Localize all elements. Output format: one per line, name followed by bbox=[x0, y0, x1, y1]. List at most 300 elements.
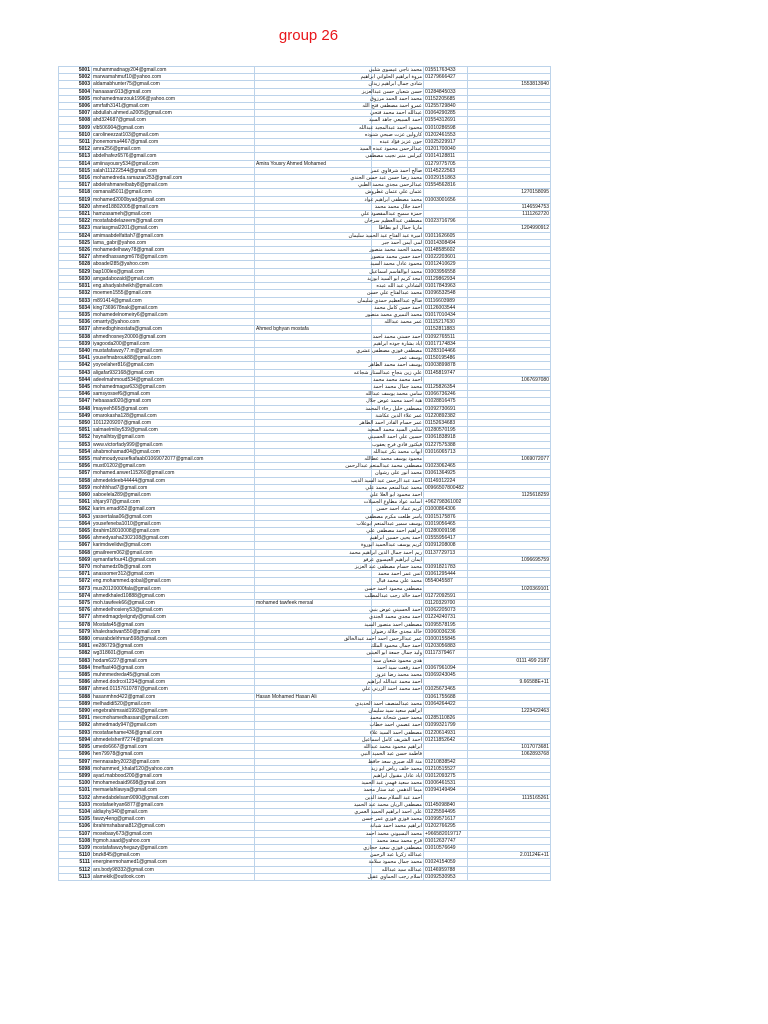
cell-email: bap100lex@gmail.com bbox=[92, 268, 255, 275]
cell-arabic-name: جون عزيز فؤاد عبده bbox=[372, 139, 424, 146]
cell-email: khaledradwan550@gmail.com bbox=[92, 628, 255, 635]
cell-email: ahmedhosney20000@gmail.com bbox=[92, 333, 255, 340]
cell-arabic-name: لمى أيمن أحمد جبر bbox=[372, 239, 424, 246]
cell-name bbox=[255, 211, 372, 218]
table-row bbox=[59, 441, 551, 448]
cell-email: carolineezzat103@gmail.com bbox=[92, 131, 255, 138]
cell-email: marwamahmuf10@yahoo.com bbox=[92, 74, 255, 81]
cell-email: aldiayhy340@gmail.com bbox=[92, 808, 255, 815]
cell-arabic-name: احمد حسن محمد منصور bbox=[370, 254, 422, 261]
cell-arabic-name: فيكتور فادي فرج يعقوب bbox=[372, 441, 422, 448]
cell-phone: 01255729840 bbox=[424, 103, 468, 110]
cell-alt-phone bbox=[468, 866, 551, 873]
cell-phone: 01555956417 bbox=[424, 535, 468, 542]
table-row bbox=[59, 765, 551, 772]
cell-phone: 01092730691 bbox=[424, 405, 468, 412]
cell-id: 5071 bbox=[59, 571, 92, 578]
cell-name bbox=[255, 182, 372, 189]
cell-phone: 01152811883 bbox=[424, 326, 468, 333]
table-row bbox=[59, 448, 551, 455]
table-row bbox=[59, 549, 551, 556]
cell-name bbox=[255, 419, 372, 426]
cell-alt-phone bbox=[468, 74, 551, 81]
cell-id: 5074 bbox=[59, 592, 92, 599]
table-row bbox=[59, 391, 551, 398]
cell-arabic-name: مصطفى عبدالعظيم سرحان bbox=[364, 218, 422, 225]
cell-name bbox=[255, 448, 372, 455]
cell-id: 5110 bbox=[59, 852, 92, 859]
cell-phone: 01115217630 bbox=[424, 319, 468, 326]
cell-email: amiinayousry534@gmail.com bbox=[92, 160, 255, 167]
cell-arabic-name: وليد جمال جمعة ابو العينين bbox=[366, 650, 422, 657]
cell-name bbox=[255, 852, 372, 859]
cell-name bbox=[255, 218, 372, 225]
cell-name bbox=[255, 283, 372, 290]
cell-phone bbox=[424, 203, 468, 210]
cell-email: aboadel285@yahoo.com bbox=[92, 261, 255, 268]
cell-phone bbox=[424, 679, 468, 686]
cell-email: ahmedelhosieny53@gmail.com bbox=[92, 607, 255, 614]
cell-arabic-name: احمد حسن كامل محمد bbox=[372, 304, 424, 311]
cell-name bbox=[255, 499, 372, 506]
cell-arabic-name: انس عمر احمد محمد bbox=[372, 571, 424, 578]
cell-name bbox=[255, 873, 372, 880]
cell-email: hasanmhnd422@gmail.com bbox=[92, 693, 255, 700]
cell-email: mahmoudyousefkafaab01069072077@gmail.com bbox=[92, 455, 255, 462]
cell-email: mohamedreda.ramazan253@gmail.com bbox=[92, 175, 255, 182]
cell-name bbox=[255, 196, 372, 203]
cell-phone: 01149312224 bbox=[424, 477, 468, 484]
cell-arabic-name: مصطفى محمود احمد حسن bbox=[364, 585, 422, 592]
table-row bbox=[59, 578, 551, 585]
table-row bbox=[59, 477, 551, 484]
cell-alt-phone bbox=[468, 614, 551, 621]
cell-id: 5083 bbox=[59, 657, 92, 664]
table-row bbox=[59, 866, 551, 873]
cell-arabic-name: احمد محمد محمد محمد bbox=[372, 376, 422, 383]
cell-id: 5061 bbox=[59, 499, 92, 506]
cell-arabic-name: ايمان ابراهيم العيسوي عرفو bbox=[363, 556, 422, 563]
cell-email: ahmedeldeeb44444@gmail.com bbox=[92, 477, 255, 484]
table-row bbox=[59, 355, 551, 362]
cell-id: 5004 bbox=[59, 88, 92, 95]
cell-arabic-name: احمد عبد السلام سعد الدين bbox=[365, 794, 422, 801]
cell-name bbox=[255, 383, 372, 390]
cell-name bbox=[255, 657, 372, 664]
cell-phone: 01150195486 bbox=[424, 355, 468, 362]
cell-email: bnzk845@gmail.com bbox=[92, 852, 255, 859]
cell-id: 5019 bbox=[59, 196, 92, 203]
cell-email: ahmedmagdyelgndy@gmail.com bbox=[92, 614, 255, 621]
cell-alt-phone bbox=[468, 448, 551, 455]
cell-email: moemen1555@gmail.com bbox=[92, 290, 255, 297]
cell-arabic-name: شادى جمال ابراهيم زيدان bbox=[368, 81, 422, 88]
cell-arabic-name: فاطمة حسن عبد الحميد النبي bbox=[360, 751, 422, 758]
table-row bbox=[59, 643, 551, 650]
cell-name bbox=[255, 412, 372, 419]
cell-arabic-name: محمد النميري محمد منصور bbox=[365, 311, 422, 318]
cell-email: jhonemoma4467@gmail.com bbox=[92, 139, 255, 146]
table-row bbox=[59, 211, 551, 218]
cell-arabic-name: محمود يوسف محمد عطالله bbox=[364, 455, 422, 462]
table-row bbox=[59, 491, 551, 498]
cell-id: 5035 bbox=[59, 311, 92, 318]
cell-id: 5021 bbox=[59, 211, 92, 218]
cell-alt-phone bbox=[468, 823, 551, 830]
cell-id: 5038 bbox=[59, 333, 92, 340]
cell-id: 5087 bbox=[59, 686, 92, 693]
cell-id: 5092 bbox=[59, 722, 92, 729]
cell-alt-phone: 1115165261 bbox=[468, 794, 551, 801]
table-row bbox=[59, 585, 551, 592]
cell-phone: 01017174834 bbox=[424, 340, 468, 347]
cell-arabic-name: ايهاب محمد بكر عبدالله bbox=[373, 448, 422, 455]
cell-alt-phone: 1223422463 bbox=[468, 708, 551, 715]
cell-alt-phone bbox=[468, 254, 551, 261]
cell-email: ahmedabdelsam9090@gmail.com bbox=[92, 794, 255, 801]
cell-arabic-name: حمزة سميح عبدالمقصود علي bbox=[360, 211, 422, 218]
cell-alt-phone: 1067697080 bbox=[468, 376, 551, 383]
cell-email: ibrahimshabana812@gmail.com bbox=[92, 823, 255, 830]
cell-name bbox=[255, 787, 372, 794]
cell-arabic-name: علي زين بنجاح عبدالستار شجاعه bbox=[353, 369, 422, 376]
cell-arabic-name: صالح احمد شرقاوي عمر bbox=[370, 167, 422, 174]
cell-name bbox=[255, 628, 372, 635]
cell-name bbox=[255, 506, 372, 513]
cell-email: amimaabdelfattah7@gmail.com bbox=[92, 232, 255, 239]
cell-alt-phone: 1111262720 bbox=[468, 211, 551, 218]
cell-arabic-name: احمد السبيعي جاهد السيد bbox=[368, 117, 422, 124]
cell-alt-phone bbox=[468, 239, 551, 246]
cell-name bbox=[255, 585, 372, 592]
cell-email: mennasabry2023@gmail.com bbox=[92, 758, 255, 765]
cell-id: 5050 bbox=[59, 419, 92, 426]
cell-arabic-name: احمد جلال محمد محمد bbox=[372, 203, 424, 210]
cell-email: ibrahim18010008@gmail.com bbox=[92, 528, 255, 535]
cell-arabic-name: احمد الشريف كامل اسماعيل bbox=[361, 736, 422, 743]
cell-alt-phone bbox=[468, 139, 551, 146]
cell-email: amgadabozaid@gmail.com bbox=[92, 275, 255, 282]
cell-alt-phone bbox=[468, 535, 551, 542]
table-row bbox=[59, 67, 551, 74]
cell-phone bbox=[424, 455, 468, 462]
cell-alt-phone bbox=[468, 499, 551, 506]
cell-id: 5027 bbox=[59, 254, 92, 261]
cell-name bbox=[255, 816, 372, 823]
cell-arabic-name: خالد مجدي جلالة رضوان bbox=[371, 628, 422, 635]
cell-arabic-name: حسن شعبان حسن عبدالعزيز bbox=[361, 88, 422, 95]
cell-arabic-name: احمد محمد احمد الزرني علي bbox=[361, 686, 422, 693]
cell-phone: 01148585602 bbox=[424, 247, 468, 254]
table-row bbox=[59, 679, 551, 686]
cell-phone: 01099571617 bbox=[424, 816, 468, 823]
cell-phone: 01095578195 bbox=[424, 621, 468, 628]
cell-id: 5098 bbox=[59, 765, 92, 772]
cell-arabic-name: اسامه عواد مطاوع الجميلات bbox=[363, 499, 422, 506]
cell-name bbox=[255, 290, 372, 297]
cell-alt-phone bbox=[468, 355, 551, 362]
cell-phone: 01125826354 bbox=[424, 383, 468, 390]
cell-alt-phone: 1146594753 bbox=[468, 203, 551, 210]
table-row bbox=[59, 592, 551, 599]
cell-alt-phone: 1020369101 bbox=[468, 585, 551, 592]
cell-alt-phone bbox=[468, 268, 551, 275]
cell-id: 5031 bbox=[59, 283, 92, 290]
cell-phone: 01064264422 bbox=[424, 700, 468, 707]
cell-alt-phone bbox=[468, 441, 551, 448]
cell-alt-phone bbox=[468, 160, 551, 167]
cell-name bbox=[255, 722, 372, 729]
table-row bbox=[59, 167, 551, 174]
cell-email: mostafabdelazeem@gmail.com bbox=[92, 218, 255, 225]
cell-alt-phone bbox=[468, 571, 551, 578]
table-row bbox=[59, 830, 551, 837]
cell-alt-phone bbox=[468, 383, 551, 390]
table-row bbox=[59, 369, 551, 376]
cell-arabic-name: محمد حسام مصطفى عبد العزيز bbox=[354, 564, 422, 571]
cell-email: ahmed.dodrcoi1234@gmail.com bbox=[92, 679, 255, 686]
cell-phone: 01201700040 bbox=[424, 146, 468, 153]
cell-id: 5030 bbox=[59, 275, 92, 282]
cell-name bbox=[255, 67, 372, 74]
cell-alt-phone bbox=[468, 700, 551, 707]
table-row bbox=[59, 528, 551, 535]
cell-id: 5024 bbox=[59, 232, 92, 239]
cell-alt-phone bbox=[468, 419, 551, 426]
table-row bbox=[59, 463, 551, 470]
cell-email: www.victorfady999@gmail.com bbox=[92, 441, 255, 448]
cell-id: 5028 bbox=[59, 261, 92, 268]
cell-name bbox=[255, 74, 372, 81]
cell-id: 5060 bbox=[59, 491, 92, 498]
cell-id: 5077 bbox=[59, 614, 92, 621]
cell-id: 5054 bbox=[59, 448, 92, 455]
cell-id: 5037 bbox=[59, 326, 92, 333]
cell-name bbox=[255, 311, 372, 318]
cell-id: 5090 bbox=[59, 708, 92, 715]
cell-phone: 01006461531 bbox=[424, 780, 468, 787]
cell-alt-phone: 1204990912 bbox=[468, 225, 551, 232]
cell-name bbox=[255, 319, 372, 326]
cell-alt-phone bbox=[468, 95, 551, 102]
cell-id: 5017 bbox=[59, 182, 92, 189]
cell-arabic-name: محمد رضا حسن عبد حسن الجندي bbox=[350, 175, 422, 182]
cell-id: 5001 bbox=[59, 67, 92, 74]
cell-alt-phone bbox=[468, 772, 551, 779]
table-row bbox=[59, 780, 551, 787]
cell-phone: +966582019717 bbox=[424, 830, 468, 837]
cell-arabic-name: عمر محمد عبدالله bbox=[372, 319, 424, 326]
table-row bbox=[59, 693, 551, 700]
cell-id: 5102 bbox=[59, 794, 92, 801]
cell-arabic-name: احمد محمد عبدالله ابراهيم bbox=[367, 679, 422, 686]
table-row bbox=[59, 434, 551, 441]
cell-alt-phone bbox=[468, 787, 551, 794]
cell-phone: 01022203601 bbox=[424, 254, 468, 261]
cell-name bbox=[255, 333, 372, 340]
cell-name: Hasan Mohamed Hasan Ali bbox=[255, 693, 372, 700]
table-row bbox=[59, 117, 551, 124]
cell-phone: 01011626605 bbox=[424, 232, 468, 239]
cell-name bbox=[255, 131, 372, 138]
cell-alt-phone bbox=[468, 693, 551, 700]
cell-email: samsyossef6@gmail.com bbox=[92, 391, 255, 398]
cell-id: 5089 bbox=[59, 700, 92, 707]
cell-alt-phone bbox=[468, 124, 551, 131]
cell-arabic-name: علي احمد ابراهيم الحميد العمري bbox=[354, 808, 422, 815]
cell-name bbox=[255, 268, 372, 275]
cell-alt-phone bbox=[468, 232, 551, 239]
cell-arabic-name: محمد عبدالفتاح علي حسن bbox=[366, 290, 422, 297]
table-row bbox=[59, 362, 551, 369]
table-row bbox=[59, 542, 551, 549]
table-row bbox=[59, 664, 551, 671]
cell-alt-phone bbox=[468, 542, 551, 549]
cell-arabic-name: محمد جمال محمود سلامة bbox=[368, 859, 422, 866]
cell-arabic-name: اسلام رجب الحماوي عقيل bbox=[367, 873, 422, 880]
table-row bbox=[59, 852, 551, 859]
cell-name bbox=[255, 261, 372, 268]
cell-arabic-name: محمد احمد الحمد مرزوق bbox=[370, 95, 422, 102]
table-row bbox=[59, 499, 551, 506]
table-row bbox=[59, 232, 551, 239]
cell-arabic-name: محمد فوزي فوزي عمر حسن bbox=[361, 816, 422, 823]
cell-id: 5079 bbox=[59, 628, 92, 635]
cell-name bbox=[255, 275, 372, 282]
cell-name bbox=[255, 794, 372, 801]
cell-id: 5047 bbox=[59, 398, 92, 405]
cell-phone: 01202766295 bbox=[424, 823, 468, 830]
table-row bbox=[59, 729, 551, 736]
cell-alt-phone bbox=[468, 167, 551, 174]
table-row bbox=[59, 621, 551, 628]
cell-name bbox=[255, 455, 372, 462]
cell-arabic-name: مروة ابراهيم الحلواني ابراهيم bbox=[360, 74, 422, 81]
cell-id: 5101 bbox=[59, 787, 92, 794]
table-row bbox=[59, 88, 551, 95]
cell-email: amrfath3141@gmail.com bbox=[92, 103, 255, 110]
cell-name bbox=[255, 744, 372, 751]
cell-name bbox=[255, 117, 372, 124]
cell-id: 5012 bbox=[59, 146, 92, 153]
cell-name bbox=[255, 830, 372, 837]
cell-id: 5082 bbox=[59, 650, 92, 657]
table-row bbox=[59, 520, 551, 527]
cell-arabic-name: محمد عبدالمنعم محمد علي bbox=[365, 484, 422, 491]
cell-name bbox=[255, 484, 372, 491]
cell-alt-phone bbox=[468, 218, 551, 225]
table-row bbox=[59, 196, 551, 203]
cell-name bbox=[255, 578, 372, 585]
cell-phone: 01280570195 bbox=[424, 427, 468, 434]
cell-id: 5045 bbox=[59, 383, 92, 390]
cell-arabic-name: احمد عصمي احمد خطاب bbox=[369, 722, 422, 729]
cell-id: 5076 bbox=[59, 607, 92, 614]
cell-name bbox=[255, 621, 372, 628]
cell-email: mariasgmal2201@gmail.com bbox=[92, 225, 255, 232]
cell-id: 5011 bbox=[59, 139, 92, 146]
cell-arabic-name: محمد البسيوني محمد احمد bbox=[365, 830, 422, 837]
cell-id: 5007 bbox=[59, 110, 92, 117]
cell-alt-phone bbox=[468, 369, 551, 376]
cell-alt-phone bbox=[468, 175, 551, 182]
cell-phone: 01203056883 bbox=[424, 643, 468, 650]
cell-email: umedo6667@gmail.com bbox=[92, 744, 255, 751]
cell-email: eng.mohammed.qobal@gmail.com bbox=[92, 578, 255, 585]
table-row bbox=[59, 628, 551, 635]
cell-arabic-name: ابراهيم محمود محمد عبدالله bbox=[363, 744, 422, 751]
cell-id: 5044 bbox=[59, 376, 92, 383]
cell-phone: 01279666427 bbox=[424, 74, 468, 81]
cell-id: 5010 bbox=[59, 131, 92, 138]
cell-alt-phone bbox=[468, 88, 551, 95]
cell-alt-phone: 1553813940 bbox=[468, 81, 551, 88]
cell-arabic-name: كارولين عزت صبحي شنوده bbox=[364, 131, 422, 138]
cell-email: mohammed_khalaf120@yahoo.com bbox=[92, 765, 255, 772]
cell-name bbox=[255, 672, 372, 679]
cell-alt-phone bbox=[468, 311, 551, 318]
cell-alt-phone bbox=[468, 153, 551, 160]
cell-phone: 00966507800482 bbox=[424, 484, 468, 491]
table-row bbox=[59, 405, 551, 412]
table-row bbox=[59, 736, 551, 743]
table-row bbox=[59, 110, 551, 117]
cell-alt-phone bbox=[468, 110, 551, 117]
cell-email: osmanali5011@gmail.com bbox=[92, 189, 255, 196]
cell-alt-phone bbox=[468, 146, 551, 153]
cell-phone: 01137729713 bbox=[424, 549, 468, 556]
cell-email: omarrty@yahoo.com bbox=[92, 319, 255, 326]
cell-phone: 01227575388 bbox=[424, 441, 468, 448]
cell-arabic-name: ياسر طلعت مكرم مصطفى bbox=[365, 513, 422, 520]
table-row bbox=[59, 859, 551, 866]
cell-id: 5066 bbox=[59, 535, 92, 542]
cell-name bbox=[255, 139, 372, 146]
cell-email: aldamabhunter75@gmail.com bbox=[92, 81, 255, 88]
cell-email: saboelela289@gmail.com bbox=[92, 491, 255, 498]
cell-id: 5072 bbox=[59, 578, 92, 585]
cell-arabic-name: محمود احمد عبدالمجيد عبدالله bbox=[358, 124, 422, 131]
cell-id: 5078 bbox=[59, 621, 92, 628]
cell-phone: 01091208008 bbox=[424, 542, 468, 549]
cell-arabic-name bbox=[372, 326, 424, 333]
cell-arabic-name: حسين علي احمد الحسيني bbox=[367, 434, 422, 441]
cell-email: yoyoelaher816@gmail.com bbox=[92, 362, 255, 369]
cell-name bbox=[255, 405, 372, 412]
table-row bbox=[59, 376, 551, 383]
table-row bbox=[59, 455, 551, 462]
cell-alt-phone bbox=[468, 816, 551, 823]
cell-email: iyagooda200@gmail.com bbox=[92, 340, 255, 347]
cell-arabic-name: احمد حسني محمد احمد bbox=[372, 333, 422, 340]
cell-email: shjary97@gmail.com bbox=[92, 499, 255, 506]
cell-email: fawzy4eng@gmail.com bbox=[92, 816, 255, 823]
cell-email: karim.emad652@gmail.com bbox=[92, 506, 255, 513]
cell-phone: 01069243045 bbox=[424, 672, 468, 679]
cell-name bbox=[255, 304, 372, 311]
cell-alt-phone bbox=[468, 463, 551, 470]
cell-alt-phone bbox=[468, 636, 551, 643]
cell-name bbox=[255, 441, 372, 448]
cell-email: memaelahlawya@gmail.com bbox=[92, 787, 255, 794]
cell-email: 10112209207@gmail.com bbox=[92, 419, 255, 426]
cell-id: 5002 bbox=[59, 74, 92, 81]
cell-arabic-name: عبدالرحمن محمود عبده السيد bbox=[359, 146, 422, 153]
cell-arabic-name: هبة احمد محمد عوض جلال bbox=[366, 398, 422, 405]
cell-id: 5051 bbox=[59, 427, 92, 434]
cell-email: ayad.mabbood200@gmail.com bbox=[92, 772, 255, 779]
cell-phone: 01000155845 bbox=[424, 636, 468, 643]
